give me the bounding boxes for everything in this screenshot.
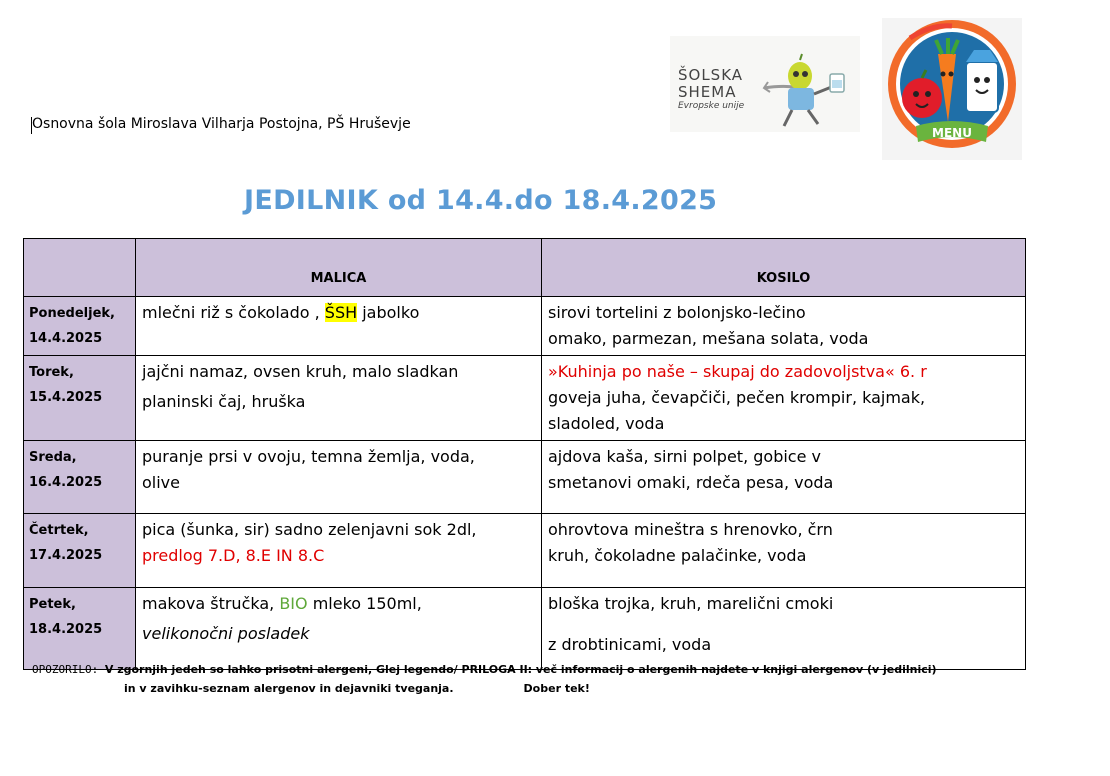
menu-table [23,238,1026,670]
kosilo-line: omako, parmezan, mešana solata, voda [548,329,869,348]
menu-logo-label: MENU [932,126,972,140]
malica-text: mlečni riž s čokolado , [142,303,325,322]
kosilo-line: kruh, čokoladne palačinke, voda [548,546,807,565]
day-date: 15.4.2025 [29,390,103,405]
table-row [24,441,1026,514]
table-row [24,297,1026,356]
malica-cell [136,356,542,441]
malica-line: pica (šunka, sir) sadno zelenjavni sok 2dl, [142,520,477,539]
day-date: 17.4.2025 [29,548,103,563]
kosilo-line: ohrovtova mineštra s hrenovko, črn [548,520,833,539]
day-name: Sreda, [29,450,77,465]
day-name: Petek, [29,597,76,612]
kosilo-line: sladoled, voda [548,414,665,433]
malica-line: velikonočni posladek [142,624,310,643]
kosilo-line: ajdova kaša, sirni polpet, gobice v [548,447,821,466]
malica-line: jajčni namaz, ovsen kruh, malo sladkan [142,362,459,381]
logo-line-2: SHEMA [678,83,737,101]
malica-cell [136,514,542,588]
menu-logo [882,18,1022,160]
day-name: Ponedeljek, [29,306,115,321]
solska-shema-logo [670,36,860,132]
kosilo-cell [542,356,1026,441]
malica-line: planinski čaj, hruška [142,392,306,411]
malica-cell [136,297,542,356]
kosilo-line: bloška trojka, kruh, marelični cmoki [548,594,834,613]
logo-line-3: Evropske unije [678,101,745,111]
day-date: 16.4.2025 [29,475,103,490]
kosilo-cell [542,441,1026,514]
kosilo-cell [542,514,1026,588]
allergen-warning [32,660,1032,698]
day-name: Četrtek, [29,523,89,538]
header-empty [24,239,136,297]
malica-cell [136,588,542,670]
day-cell [24,297,136,356]
warning-line-1: V zgornjih jedeh so lahko prisotni alergeni, Glej legendo/ PRILOGA II: več informacij o alergenih najdete v knjigi alergenov (v jedilnici) [104,663,937,676]
table-row [24,356,1026,441]
day-cell [24,514,136,588]
kosilo-cell [542,588,1026,670]
table-row [24,588,1026,670]
table-header-row [24,239,1026,297]
day-cell [24,356,136,441]
day-name: Torek, [29,365,74,380]
fruit-character-icon [760,50,856,128]
malica-line: puranje prsi v ovoju, temna žemlja, voda, [142,447,475,466]
closing-text: Dober tek! [523,682,590,695]
malica-text: makova štručka, [142,594,280,613]
day-date: 18.4.2025 [29,622,103,637]
kosilo-line: sirovi tortelini z bolonjsko-lečino [548,303,806,322]
day-cell [24,441,136,514]
kosilo-line: smetanovi omaki, rdeča pesa, voda [548,473,834,492]
malica-cell [136,441,542,514]
table-row [24,514,1026,588]
header-malica: MALICA [136,239,542,297]
kosilo-cell [542,297,1026,356]
ssh-highlight: ŠSH [324,303,358,322]
malica-text: jabolko [357,303,420,322]
header-kosilo: KOSILO [542,239,1026,297]
kosilo-event-line: »Kuhinja po naše – skupaj do zadovoljstva« 6. r [548,362,927,381]
school-name: Osnovna šola Miroslava Vilharja Postojna, PŠ Hruševje [32,116,411,132]
bio-label: BIO [279,594,308,613]
day-cell [24,588,136,670]
kosilo-line: goveja juha, čevapčiči, pečen krompir, kajmak, [548,388,926,407]
page-title: JEDILNIK od 14.4.do 18.4.2025 [244,185,718,216]
kosilo-line: z drobtinicami, voda [548,635,712,654]
logo-line-1: ŠOLSKA [678,66,744,84]
warning-line-2: in v zavihku-seznam alergenov in dejavniki tveganja. [124,682,454,695]
malica-note-line: predlog 7.D, 8.E IN 8.C [142,546,325,565]
warning-label: OPOZORILO: [32,663,99,676]
day-date: 14.4.2025 [29,331,103,346]
malica-text: mleko 150ml, [307,594,422,613]
malica-line: olive [142,473,180,492]
